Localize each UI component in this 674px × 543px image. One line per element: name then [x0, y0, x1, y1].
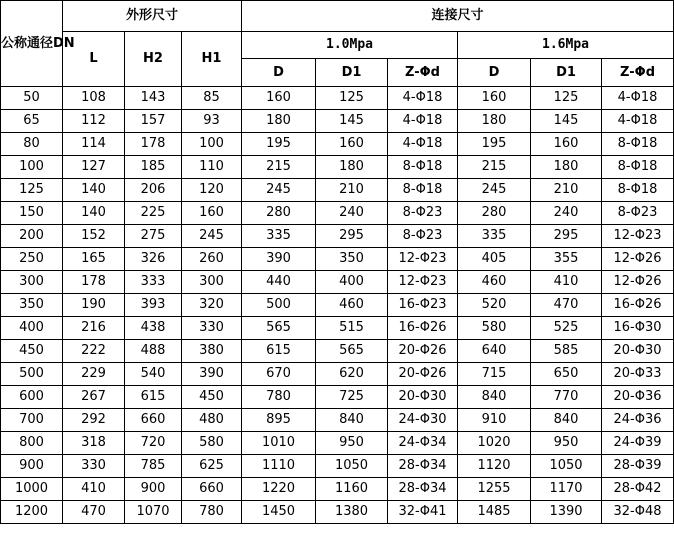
cell-D1-2: 525 [531, 317, 602, 340]
cell-D-1: 780 [242, 386, 316, 409]
cell-D1-1: 460 [316, 294, 388, 317]
cell-H1: 260 [182, 248, 242, 271]
cell-D-2: 335 [458, 225, 531, 248]
cell-dn: 250 [1, 248, 63, 271]
table-row [1, 110, 674, 133]
cell-dn: 65 [1, 110, 63, 133]
cell-Z-1: 20-Φ26 [388, 363, 458, 386]
table-body [1, 87, 674, 524]
cell-dn: 450 [1, 340, 63, 363]
cell-D-1: 615 [242, 340, 316, 363]
cell-D1-1: 565 [316, 340, 388, 363]
cell-Z-1: 20-Φ26 [388, 340, 458, 363]
cell-L: 190 [63, 294, 125, 317]
table-row [1, 156, 674, 179]
cell-D-2: 580 [458, 317, 531, 340]
cell-dn: 1000 [1, 478, 63, 501]
cell-D-2: 180 [458, 110, 531, 133]
cell-D1-2: 1390 [531, 501, 602, 524]
cell-dn: 200 [1, 225, 63, 248]
table-row [1, 294, 674, 317]
cell-D1-1: 1380 [316, 501, 388, 524]
cell-dn: 125 [1, 179, 63, 202]
cell-Z-2: 4-Φ18 [602, 87, 674, 110]
cell-D-1: 1010 [242, 432, 316, 455]
cell-D1-1: 210 [316, 179, 388, 202]
cell-Z-2: 28-Φ42 [602, 478, 674, 501]
table-row [1, 202, 674, 225]
col-H2-header: H2 [125, 32, 182, 87]
cell-dn: 50 [1, 87, 63, 110]
cell-D1-1: 160 [316, 133, 388, 156]
cell-L: 152 [63, 225, 125, 248]
cell-D1-2: 840 [531, 409, 602, 432]
cell-dn: 400 [1, 317, 63, 340]
cell-D-1: 215 [242, 156, 316, 179]
cell-H1: 480 [182, 409, 242, 432]
cell-D1-1: 295 [316, 225, 388, 248]
cell-D-2: 160 [458, 87, 531, 110]
cell-H2: 488 [125, 340, 182, 363]
cell-Z-1: 8-Φ23 [388, 202, 458, 225]
cell-D1-1: 125 [316, 87, 388, 110]
cell-D1-1: 620 [316, 363, 388, 386]
cell-D1-1: 180 [316, 156, 388, 179]
cell-D1-2: 210 [531, 179, 602, 202]
cell-Z-2: 8-Φ18 [602, 156, 674, 179]
cell-L: 108 [63, 87, 125, 110]
cell-H2: 540 [125, 363, 182, 386]
cell-D1-2: 650 [531, 363, 602, 386]
cell-H1: 780 [182, 501, 242, 524]
table-row [1, 271, 674, 294]
col-H1-header: H1 [182, 32, 242, 87]
cell-Z-2: 28-Φ39 [602, 455, 674, 478]
cell-D1-2: 585 [531, 340, 602, 363]
table-row [1, 501, 674, 524]
cell-H1: 93 [182, 110, 242, 133]
cell-D1-2: 470 [531, 294, 602, 317]
dn-header: 公称通径DN [1, 1, 63, 87]
cell-Z-1: 4-Φ18 [388, 133, 458, 156]
cell-D1-2: 180 [531, 156, 602, 179]
cell-D1-1: 1160 [316, 478, 388, 501]
cell-H2: 157 [125, 110, 182, 133]
cell-H1: 580 [182, 432, 242, 455]
cell-D1-1: 145 [316, 110, 388, 133]
cell-H2: 185 [125, 156, 182, 179]
cell-dn: 600 [1, 386, 63, 409]
cell-D1-1: 725 [316, 386, 388, 409]
cell-D1-2: 240 [531, 202, 602, 225]
cell-H2: 1070 [125, 501, 182, 524]
cell-L: 229 [63, 363, 125, 386]
cell-D-2: 280 [458, 202, 531, 225]
cell-Z-2: 12-Φ26 [602, 248, 674, 271]
cell-Z-1: 4-Φ18 [388, 110, 458, 133]
cell-dn: 150 [1, 202, 63, 225]
cell-H1: 245 [182, 225, 242, 248]
cell-D-1: 1220 [242, 478, 316, 501]
cell-L: 216 [63, 317, 125, 340]
cell-Z-1: 8-Φ18 [388, 179, 458, 202]
cell-Z-2: 16-Φ30 [602, 317, 674, 340]
cell-D-2: 520 [458, 294, 531, 317]
cell-H2: 785 [125, 455, 182, 478]
cell-D-1: 280 [242, 202, 316, 225]
cell-D-2: 405 [458, 248, 531, 271]
cell-H2: 900 [125, 478, 182, 501]
cell-L: 292 [63, 409, 125, 432]
cell-Z-1: 20-Φ30 [388, 386, 458, 409]
cell-D-2: 1020 [458, 432, 531, 455]
cell-Z-2: 12-Φ26 [602, 271, 674, 294]
cell-L: 140 [63, 179, 125, 202]
cell-L: 318 [63, 432, 125, 455]
cell-D-2: 245 [458, 179, 531, 202]
cell-dn: 350 [1, 294, 63, 317]
header-row-2 [1, 32, 674, 59]
cell-Z-1: 4-Φ18 [388, 87, 458, 110]
cell-D1-1: 400 [316, 271, 388, 294]
cell-Z-2: 20-Φ30 [602, 340, 674, 363]
cell-H2: 333 [125, 271, 182, 294]
cell-Z-2: 8-Φ23 [602, 202, 674, 225]
header-row-1 [1, 1, 674, 32]
cell-Z-1: 28-Φ34 [388, 455, 458, 478]
col-Z-header: Z-Φd [602, 59, 674, 87]
cell-D-2: 910 [458, 409, 531, 432]
cell-Z-1: 12-Φ23 [388, 271, 458, 294]
cell-dn: 700 [1, 409, 63, 432]
cell-H1: 380 [182, 340, 242, 363]
cell-H1: 450 [182, 386, 242, 409]
table-row [1, 340, 674, 363]
cell-D1-2: 160 [531, 133, 602, 156]
cell-D-2: 1255 [458, 478, 531, 501]
cell-L: 140 [63, 202, 125, 225]
cell-D-1: 895 [242, 409, 316, 432]
col-D1-header: D1 [531, 59, 602, 87]
cell-L: 222 [63, 340, 125, 363]
cell-D1-2: 410 [531, 271, 602, 294]
cell-H1: 320 [182, 294, 242, 317]
table-row [1, 432, 674, 455]
cell-Z-1: 12-Φ23 [388, 248, 458, 271]
cell-Z-1: 32-Φ41 [388, 501, 458, 524]
cell-dn: 800 [1, 432, 63, 455]
cell-D1-1: 950 [316, 432, 388, 455]
cell-H1: 110 [182, 156, 242, 179]
cell-D-2: 460 [458, 271, 531, 294]
cell-D-2: 715 [458, 363, 531, 386]
cell-L: 267 [63, 386, 125, 409]
cell-H2: 720 [125, 432, 182, 455]
cell-Z-1: 28-Φ34 [388, 478, 458, 501]
cell-D1-1: 840 [316, 409, 388, 432]
cell-Z-1: 8-Φ18 [388, 156, 458, 179]
cell-Z-2: 20-Φ36 [602, 386, 674, 409]
table-row [1, 386, 674, 409]
cell-H2: 660 [125, 409, 182, 432]
cell-Z-2: 32-Φ48 [602, 501, 674, 524]
cell-D1-1: 240 [316, 202, 388, 225]
cell-L: 127 [63, 156, 125, 179]
cell-Z-1: 16-Φ23 [388, 294, 458, 317]
cell-D1-2: 1170 [531, 478, 602, 501]
table-row [1, 317, 674, 340]
cell-D1-2: 1050 [531, 455, 602, 478]
cell-D-1: 565 [242, 317, 316, 340]
cell-Z-2: 12-Φ23 [602, 225, 674, 248]
cell-D1-1: 350 [316, 248, 388, 271]
table-row [1, 478, 674, 501]
col-L-header: L [63, 32, 125, 87]
cell-dn: 900 [1, 455, 63, 478]
cell-H2: 393 [125, 294, 182, 317]
cell-D1-2: 355 [531, 248, 602, 271]
cell-H2: 615 [125, 386, 182, 409]
cell-H1: 85 [182, 87, 242, 110]
connection-dims-header: 连接尺寸 [242, 1, 674, 32]
cell-Z-2: 24-Φ39 [602, 432, 674, 455]
cell-D-1: 1110 [242, 455, 316, 478]
cell-H2: 438 [125, 317, 182, 340]
col-D-header: D [458, 59, 531, 87]
cell-H1: 100 [182, 133, 242, 156]
cell-H1: 390 [182, 363, 242, 386]
cell-D1-2: 950 [531, 432, 602, 455]
cell-L: 114 [63, 133, 125, 156]
cell-H2: 178 [125, 133, 182, 156]
cell-D-1: 1450 [242, 501, 316, 524]
cell-L: 165 [63, 248, 125, 271]
cell-D1-1: 1050 [316, 455, 388, 478]
pressure-2-header: 1.6Mpa [458, 32, 674, 59]
cell-D1-2: 295 [531, 225, 602, 248]
cell-D-1: 440 [242, 271, 316, 294]
cell-Z-2: 8-Φ18 [602, 179, 674, 202]
cell-H2: 143 [125, 87, 182, 110]
cell-D-2: 1120 [458, 455, 531, 478]
cell-D-1: 180 [242, 110, 316, 133]
cell-D1-2: 770 [531, 386, 602, 409]
cell-dn: 100 [1, 156, 63, 179]
table-row [1, 225, 674, 248]
table-row [1, 179, 674, 202]
cell-Z-2: 16-Φ26 [602, 294, 674, 317]
cell-D1-1: 515 [316, 317, 388, 340]
cell-dn: 300 [1, 271, 63, 294]
cell-Z-1: 16-Φ26 [388, 317, 458, 340]
table-row [1, 455, 674, 478]
cell-D-1: 195 [242, 133, 316, 156]
table-row [1, 409, 674, 432]
cell-H2: 225 [125, 202, 182, 225]
table-row [1, 133, 674, 156]
cell-Z-2: 8-Φ18 [602, 133, 674, 156]
cell-D-1: 245 [242, 179, 316, 202]
cell-L: 330 [63, 455, 125, 478]
cell-L: 112 [63, 110, 125, 133]
cell-L: 470 [63, 501, 125, 524]
cell-Z-2: 4-Φ18 [602, 110, 674, 133]
cell-dn: 1200 [1, 501, 63, 524]
pressure-1-header: 1.0Mpa [242, 32, 458, 59]
col-D-header: D [242, 59, 316, 87]
cell-Z-2: 20-Φ33 [602, 363, 674, 386]
cell-D-1: 390 [242, 248, 316, 271]
cell-D-1: 670 [242, 363, 316, 386]
cell-H1: 660 [182, 478, 242, 501]
cell-D-1: 335 [242, 225, 316, 248]
cell-dn: 500 [1, 363, 63, 386]
cell-L: 410 [63, 478, 125, 501]
cell-D-2: 1485 [458, 501, 531, 524]
cell-H1: 300 [182, 271, 242, 294]
cell-D1-2: 145 [531, 110, 602, 133]
outer-dims-header: 外形尺寸 [63, 1, 242, 32]
table-row [1, 363, 674, 386]
table-row [1, 87, 674, 110]
cell-H2: 206 [125, 179, 182, 202]
cell-D-2: 640 [458, 340, 531, 363]
col-Z-header: Z-Φd [388, 59, 458, 87]
col-D1-header: D1 [316, 59, 388, 87]
cell-H1: 120 [182, 179, 242, 202]
cell-H1: 330 [182, 317, 242, 340]
cell-H1: 160 [182, 202, 242, 225]
cell-D-2: 215 [458, 156, 531, 179]
cell-D-1: 500 [242, 294, 316, 317]
cell-D-2: 840 [458, 386, 531, 409]
cell-H2: 275 [125, 225, 182, 248]
cell-Z-1: 24-Φ34 [388, 432, 458, 455]
cell-Z-1: 24-Φ30 [388, 409, 458, 432]
cell-D-2: 195 [458, 133, 531, 156]
cell-H2: 326 [125, 248, 182, 271]
cell-Z-2: 24-Φ36 [602, 409, 674, 432]
cell-D1-2: 125 [531, 87, 602, 110]
cell-L: 178 [63, 271, 125, 294]
cell-dn: 80 [1, 133, 63, 156]
cell-H1: 625 [182, 455, 242, 478]
cell-Z-1: 8-Φ23 [388, 225, 458, 248]
cell-D-1: 160 [242, 87, 316, 110]
table-row [1, 248, 674, 271]
